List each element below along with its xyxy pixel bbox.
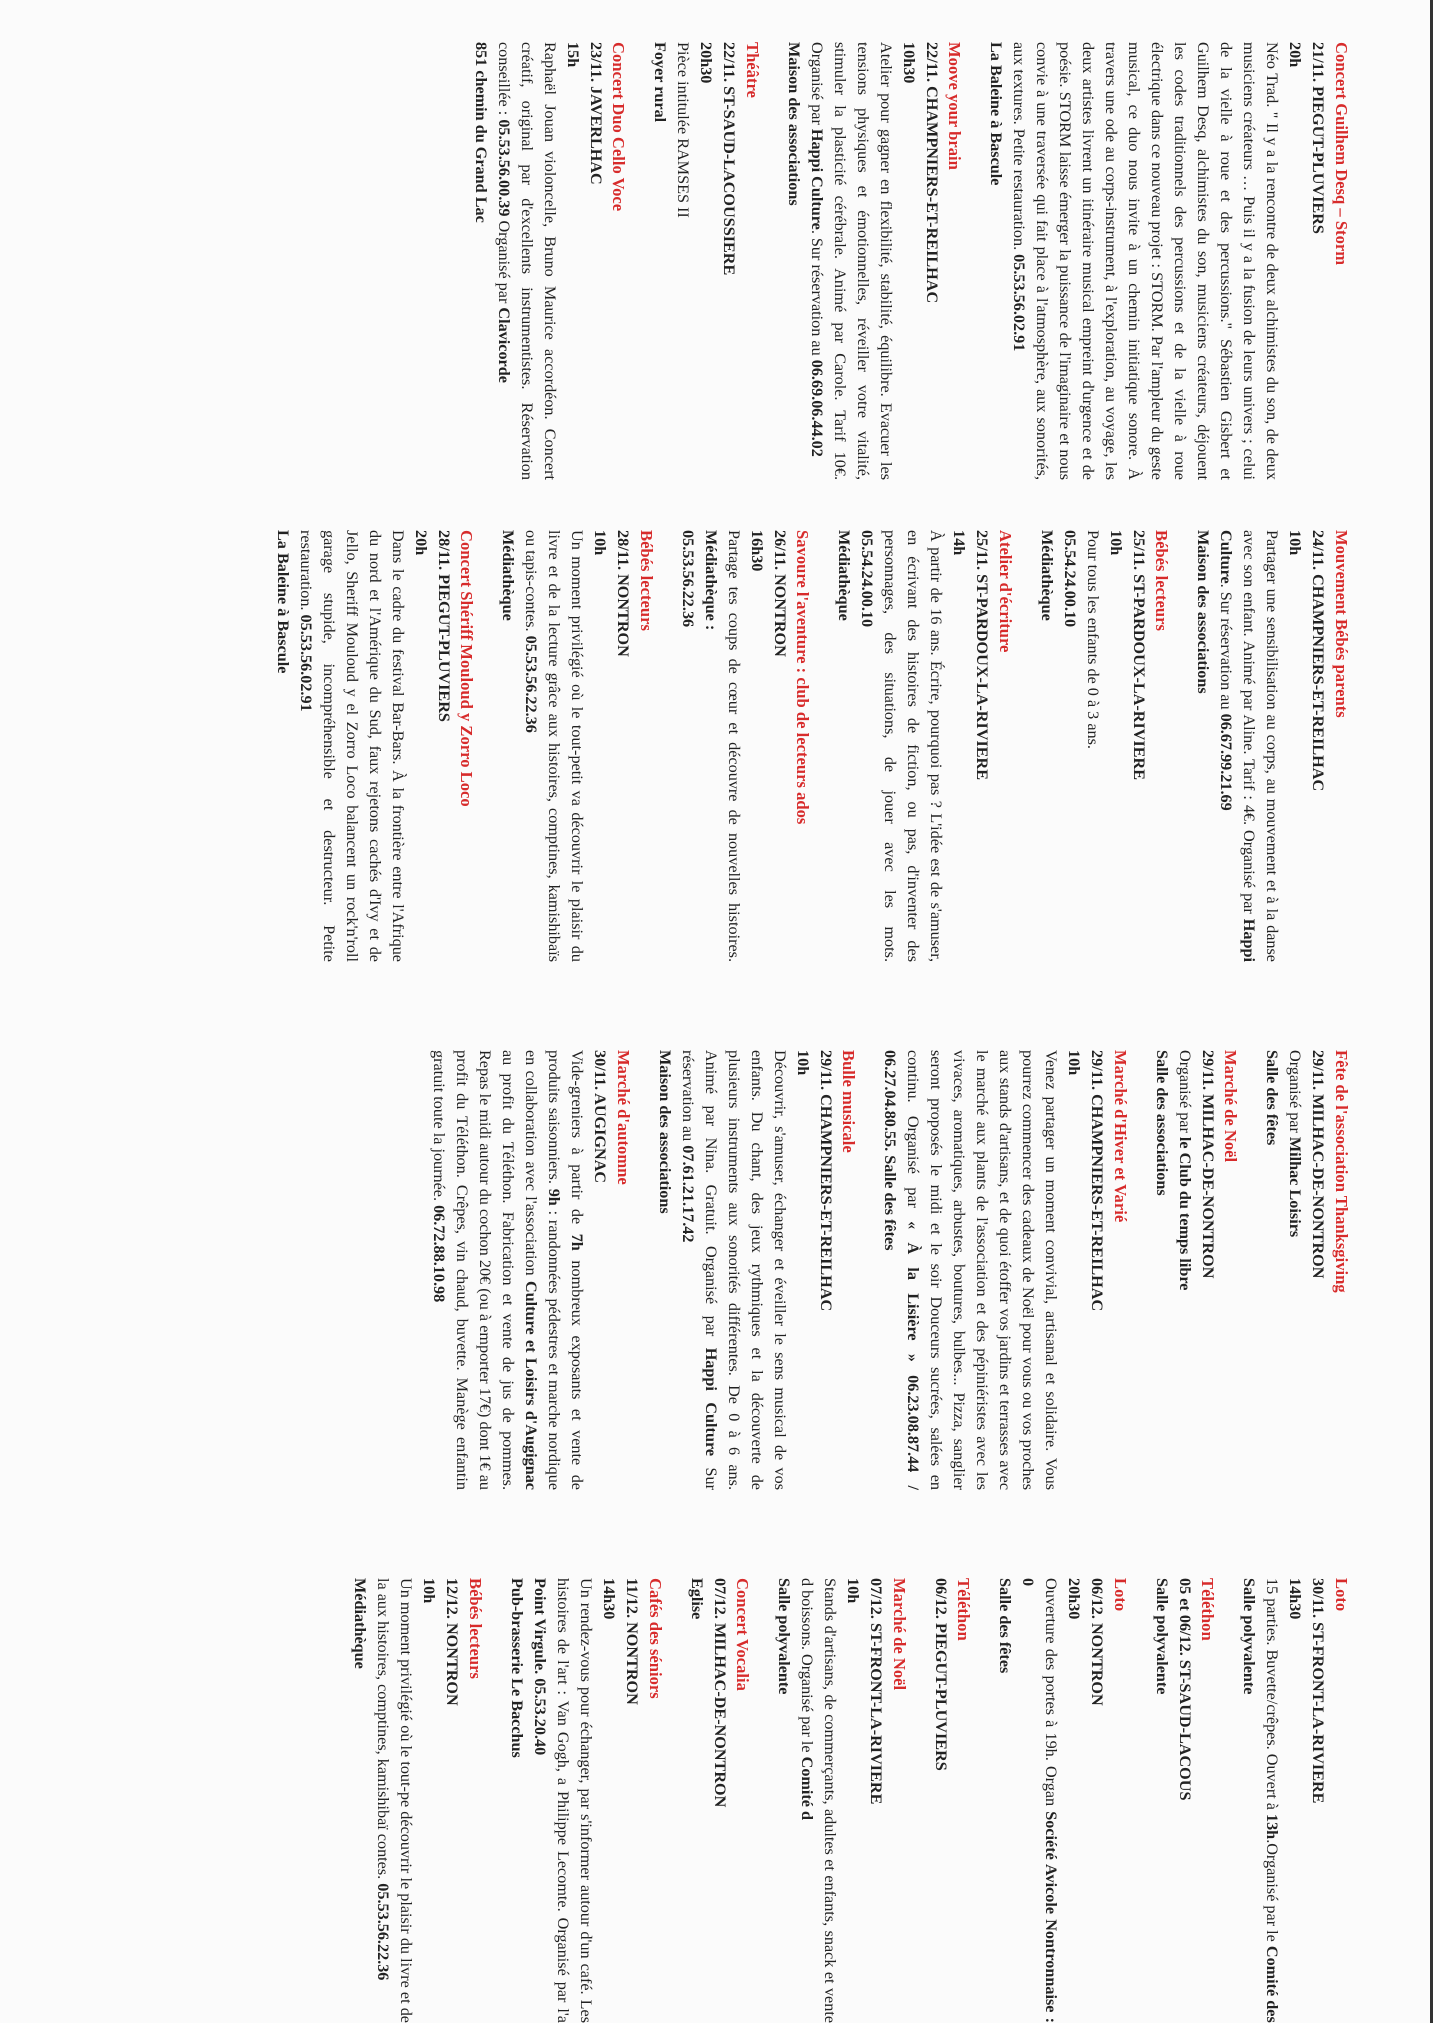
event-text: À partir de 16 ans. Écrire, pourquoi pas ? L'idée est de s'amuser, en écrivant des histoires de fiction, ou pas, d'inventer des personnages, des situations, de jouer avec les mots. bbox=[881, 530, 946, 962]
event-text: Sur réservation au bbox=[678, 1050, 720, 1490]
event-description bbox=[699, 530, 745, 962]
event-title: Concert Vocalia bbox=[733, 1578, 753, 1691]
event-title: Loto bbox=[1110, 1578, 1130, 1612]
event-listing bbox=[984, 42, 1353, 480]
event-highlight: Point Virgule. 05.53.20.40 bbox=[531, 1578, 550, 1756]
event-date-place: 22/11. ST-SAUD-LACOUSSIERE bbox=[720, 42, 739, 276]
event-text: Vide-greniers à partir de bbox=[568, 1050, 587, 1234]
event-text: Partage tes coups de cœur et découvre de nouvelles histoires. bbox=[724, 530, 743, 962]
event-highlight: 06.67.99.21.69 bbox=[1217, 713, 1236, 811]
event-description bbox=[795, 1578, 841, 2023]
event-listing bbox=[427, 1050, 635, 1490]
event-highlight: 7h bbox=[568, 1233, 587, 1251]
event-highlight: 05.53.56.02.91 bbox=[296, 614, 315, 712]
event-date-place: 11/12. NONTRON bbox=[623, 1578, 642, 1705]
event-text: Venez partager un moment convivial, artisanal et solidaire. Vous pourrez commencer des cadeaux de Noël pour vous ou vos proches aux stands d'artisans, et de quoi étoffer vos jardins et terrasses avec le marché aux plants de l'association et des pépiniéristes avec les vivaces, aromatiques, arbustes, boutures, bulbes... Pizza, sanglier seront proposés le midi et le soir Douceurs sucrées, salées en continu. Organisé par bbox=[904, 1050, 1061, 1490]
event-time: 14h30 bbox=[600, 1578, 619, 1620]
event-description bbox=[1016, 1578, 1062, 2023]
event-listing bbox=[878, 1050, 1132, 1490]
event-listing bbox=[676, 530, 815, 962]
event-highlight: 07.61.21.17.42 bbox=[678, 1145, 697, 1243]
event-title: Loto bbox=[1332, 1578, 1351, 1612]
event-title: Fête de l'association Thanksgiving bbox=[1332, 1050, 1351, 1293]
event-highlight: Milhac Loisirs bbox=[1286, 1136, 1305, 1238]
event-title: Mouvement Bébés parents bbox=[1332, 530, 1351, 718]
event-title: Marché de Noël bbox=[889, 1578, 909, 1691]
event-time: 10h bbox=[1286, 530, 1305, 556]
event-date-place: 29/11. CHAMPNIERS-ET-REILHAC bbox=[816, 1050, 835, 1312]
event-text: Stands d'artisans, de commerçants, adultes et enfants, snack et vente d boissons. Organisé par le bbox=[798, 1578, 840, 2023]
event-text: : randonnées pédestres et marche nordique en collaboration avec l'association bbox=[522, 1050, 564, 1491]
event-date-place: 30/11. ST-FRONT-LA-RIVIERE bbox=[1309, 1578, 1328, 1804]
event-highlight: Comité des bbox=[1263, 1945, 1282, 2023]
event-highlight: Clavicorde bbox=[494, 307, 513, 383]
event-highlight: « À la Lisière » 06.23.08.87.44 / 06.27.04.80.55. Salle des fêtes bbox=[881, 1050, 923, 1490]
event-highlight: 05.53.56.22.36 bbox=[522, 635, 541, 733]
event-title: Théâtre bbox=[742, 42, 762, 98]
event-title: Atelier d'écriture bbox=[995, 530, 1015, 653]
event-date-place: 07/12. ST-FRONT-LA-RIVIERE bbox=[867, 1578, 886, 1805]
event-venue: Salle des fêtes bbox=[1263, 1050, 1282, 1146]
event-venue: Médiathèque bbox=[351, 1578, 370, 1669]
event-listing bbox=[772, 1578, 911, 2023]
event-description bbox=[1007, 42, 1283, 480]
event-listing bbox=[648, 42, 764, 480]
event-date-place: 25/11. ST-PARDOUX-LA-RIVIERE bbox=[973, 530, 992, 781]
event-highlight: 06.72.88.10.98 bbox=[430, 1205, 449, 1303]
event-text: . Sur réservation au bbox=[807, 229, 826, 360]
event-text: Découvrir, s'amuser, échanger et éveiller le sens musical de vos enfants. Du chant, des jeux rythmiques et la découverte de plusieurs instruments aux sonorités différentes. De 0 à 6 ans. Animé par Nina. Gratuit. Organisé par bbox=[701, 1050, 789, 1490]
event-date-place: 21/11. PIEGUT-PLUVIERS bbox=[1309, 42, 1328, 234]
event-listing bbox=[685, 1578, 755, 2023]
event-time: 14h30 bbox=[1286, 1578, 1305, 1620]
event-text: . Sur réservation au bbox=[1217, 583, 1236, 714]
event-text: 15 parties. Buvette/crêpes. Ouvert à bbox=[1263, 1578, 1282, 1814]
event-time: 20h bbox=[1286, 42, 1305, 68]
event-title: Cafés des séniors bbox=[645, 1578, 665, 1699]
event-listing bbox=[1150, 1050, 1243, 1490]
event-description bbox=[855, 530, 947, 962]
event-title: Téléthon bbox=[954, 1578, 974, 1641]
event-venue: La Baleine à Bascule bbox=[273, 530, 292, 674]
event-description bbox=[528, 1578, 597, 2023]
event-text: Organisé par bbox=[494, 216, 513, 308]
event-text: Pour tous les enfants de 0 à 3 ans. bbox=[1083, 530, 1102, 749]
event-title: Bébés lecteurs bbox=[1152, 530, 1172, 631]
event-venue: Salle des associations bbox=[1152, 1050, 1171, 1196]
event-venue: 05.53.56.22.36 bbox=[678, 530, 697, 628]
event-phone: 05.54.24.00.10 bbox=[1060, 530, 1079, 628]
event-text: Un moment privilégié où le tout-pe découvrir le plaisir du livre et de la aux histoires, comptines, kamishibaï contes. bbox=[374, 1578, 416, 2023]
event-venue: Médiathèque bbox=[835, 530, 854, 621]
event-date-place: 29/11. MILHAC-DE-NONTRON bbox=[1309, 1050, 1328, 1279]
event-venue: Maison des associations bbox=[655, 1050, 674, 1214]
event-description bbox=[1283, 1050, 1306, 1490]
event-listing bbox=[496, 530, 658, 962]
event-highlight: 05.53.56.22.36 bbox=[374, 1883, 393, 1981]
event-text: Raphaël Jouan violoncelle, Bruno Maurice accordéon. Concert créatif, original par d'excellents instrumentistes. Réservation conseillée : bbox=[494, 42, 559, 480]
event-description bbox=[805, 42, 897, 480]
event-text: Dans le cadre du festival Bar-Bars. À la frontière entre l'Afrique du nord et l'Amérique du Sud, faux rejetons cachés d'Ivy et de Jello, Sheriff Mouloud y el Zorro Loco balancent un rock'n'roll garage stupide, incompréhensible et destructeur. Petite restauration. bbox=[296, 530, 407, 962]
event-description bbox=[294, 530, 409, 962]
event-venue: Foyer rural bbox=[651, 42, 670, 123]
event-description bbox=[878, 1050, 1062, 1490]
event-title: Bébés lecteurs bbox=[636, 530, 656, 631]
event-venue: Maison des associations bbox=[1194, 530, 1213, 694]
event-title: Moove your brain bbox=[945, 42, 965, 170]
column-4 bbox=[331, 1578, 1354, 2023]
event-listing bbox=[929, 1578, 976, 2023]
event-venue: Salle polyvalente bbox=[775, 1578, 794, 1695]
event-title: Marché de Noël bbox=[1221, 1050, 1241, 1163]
event-listing bbox=[1150, 1578, 1220, 2023]
event-text: Un rendez-vous pour échanger, par s'informer autour d'un café. Les histoires de l'art : Van Gogh, a Philippe Lecomte. Organisé par l'a bbox=[554, 1578, 596, 2023]
event-venue: Salle polyvalente bbox=[1152, 1578, 1171, 1695]
event-highlight: 13h bbox=[1263, 1813, 1282, 1840]
event-description bbox=[1260, 1578, 1283, 2023]
event-highlight: Happi Culture bbox=[1217, 530, 1259, 962]
event-date-place: 12/12. NONTRON bbox=[443, 1578, 462, 1706]
event-date-place: 23/11. JAVERLHAC bbox=[586, 42, 605, 185]
event-date-place: 29/11. CHAMPNIERS-ET-REILHAC bbox=[1088, 1050, 1107, 1312]
event-time: 16h30 bbox=[747, 530, 766, 572]
event-text: .Organisé par le bbox=[1263, 1839, 1282, 1946]
event-time: 20h30 bbox=[697, 42, 716, 84]
event-time: 10h30 bbox=[899, 42, 918, 84]
event-time: 10h bbox=[844, 1578, 863, 1604]
event-description bbox=[427, 1050, 588, 1490]
event-title: Savoure l'aventure : club de lecteurs ados bbox=[793, 530, 813, 825]
event-listing bbox=[1237, 1578, 1353, 2023]
event-highlight: Médiathèque : bbox=[701, 530, 720, 631]
event-listing bbox=[1260, 1050, 1353, 1490]
event-text: Ouverture des portes à 19h. Organ bbox=[1042, 1578, 1061, 1812]
event-listing bbox=[505, 1578, 667, 2023]
event-listing bbox=[271, 530, 479, 962]
event-time: 10h bbox=[591, 530, 610, 556]
event-venue: Médiathèque bbox=[499, 530, 518, 621]
event-highlight: Société Avicole Nontronnaise : 0 bbox=[1019, 1578, 1061, 2023]
event-description bbox=[372, 1578, 418, 2023]
event-title: Concert Guilhem Desq – Storm bbox=[1332, 42, 1351, 266]
event-date-place: 22/11. CHAMPNIERS-ET-REILHAC bbox=[922, 42, 941, 304]
event-text: Organisé par bbox=[1175, 1050, 1194, 1137]
event-title: Bulle musicale bbox=[839, 1050, 859, 1153]
event-venue: La Baleine à Bascule bbox=[987, 42, 1006, 186]
event-description bbox=[1214, 530, 1283, 962]
event-highlight: le Club du temps libre bbox=[1175, 1136, 1194, 1291]
event-highlight: Culture et Loisirs d'Augignac bbox=[522, 1280, 541, 1490]
event-time: 20h bbox=[411, 530, 430, 556]
event-date-place: 24/11. CHAMPNIERS-ET-REILHAC bbox=[1309, 530, 1328, 792]
event-text: Organisé par bbox=[1286, 1050, 1305, 1137]
event-date-place: 26/11. NONTRON bbox=[770, 530, 789, 657]
event-description bbox=[492, 42, 561, 480]
event-highlight: 06.69.06.44.02 bbox=[807, 359, 826, 457]
event-venue: Salle des fêtes bbox=[996, 1578, 1015, 1674]
event-date-place: 28/11. PIEGUT-PLUVIERS bbox=[434, 530, 453, 722]
event-time: 10h bbox=[1106, 530, 1125, 556]
event-highlight: 9h bbox=[545, 1188, 564, 1206]
event-highlight: 05.53.56.02.91 bbox=[1010, 254, 1029, 352]
event-venue: Eglise bbox=[687, 1578, 706, 1620]
event-date-place: 06/12. NONTRON bbox=[1088, 1578, 1107, 1706]
event-title: Téléthon bbox=[1198, 1578, 1218, 1641]
event-text: Partager une sensibilisation au corps, au mouvement et à la danse avec son enfant. Animé par Aline. Tarif : 4€. Organisé par bbox=[1240, 530, 1282, 962]
event-venue: 851 chemin du Grand Lac bbox=[471, 42, 490, 223]
event-time: 20h30 bbox=[1065, 1578, 1084, 1620]
event-listing bbox=[993, 1578, 1132, 2023]
event-text: au profit du Téléthon. Fabrication et vente de jus de pommes. Repas le midi autour du cochon 20€ (ou à emporter 17€) dont 1€ au profit du Téléthon. Crêpes, vin chaud, buvette. Manège enfantin gratuit toute la journée. bbox=[430, 1050, 518, 1490]
event-listing bbox=[782, 42, 967, 480]
event-date-place: 07/12. MILHAC-DE-NONTRON bbox=[710, 1578, 729, 1808]
event-description bbox=[1081, 530, 1104, 962]
column-2 bbox=[253, 530, 1353, 962]
event-venue: Pub-brasserie Le Bacchus bbox=[508, 1578, 527, 1758]
event-time: 14h bbox=[950, 530, 969, 556]
event-date-place: 05 et 06/12. ST-SAUD-LACOUS bbox=[1175, 1578, 1194, 1801]
event-listing bbox=[832, 530, 1017, 962]
event-text: Un moment privilégié où le tout-petit va découvrir le plaisir du livre et de la lecture grâce aux histoires, comptines, kamishibaïs ou tapis-contes. bbox=[522, 530, 587, 962]
event-text: nombreux exposants et vente de produits saisonniers. bbox=[545, 1050, 587, 1490]
event-listing bbox=[1035, 530, 1174, 962]
event-text: Atelier pour gagner en flexibilité, stabilité, équilibre. Evacuer les tensions physiques et émotionnelles, réveiller votre vitalité, stimuler la plasticité cérébrale. Animé par Carole. Tarif 10€. Organisé par bbox=[807, 42, 895, 480]
event-title: Concert Duo Cello Voce bbox=[609, 42, 629, 212]
column-1 bbox=[451, 42, 1353, 480]
event-venue: Maison des associations bbox=[784, 42, 803, 206]
event-description bbox=[671, 42, 694, 480]
event-title: Bébés lecteurs bbox=[466, 1578, 486, 1679]
event-description bbox=[519, 530, 588, 962]
event-time: 15h bbox=[563, 42, 582, 68]
event-highlight: Happi Culture bbox=[701, 1347, 720, 1457]
event-listing bbox=[469, 42, 631, 480]
event-time: 10h bbox=[420, 1578, 439, 1604]
event-highlight: Happi Culture bbox=[807, 128, 826, 230]
event-listing bbox=[1191, 530, 1353, 962]
event-date-place: 25/11. ST-PARDOUX-LA-RIVIERE bbox=[1129, 530, 1148, 781]
event-listing bbox=[653, 1050, 861, 1490]
column-3 bbox=[409, 1050, 1353, 1490]
event-title: Marché d'Hiver et Varié bbox=[1110, 1050, 1130, 1223]
event-time: 10h bbox=[1065, 1050, 1084, 1076]
event-description bbox=[1173, 1050, 1196, 1490]
event-venue: Médiathèque bbox=[1037, 530, 1056, 621]
event-highlight: Comité d bbox=[798, 1756, 817, 1821]
event-date-place: 06/12. PIEGUT-PLUVIERS bbox=[931, 1578, 950, 1771]
event-date-place: 29/11. MILHAC-DE-NONTRON bbox=[1198, 1050, 1217, 1279]
event-date-place: 30/11. AUGIGNAC bbox=[591, 1050, 610, 1184]
event-listing bbox=[349, 1578, 488, 2023]
event-title: Marché d'automne bbox=[613, 1050, 633, 1185]
event-venue: Salle polyvalente bbox=[1240, 1578, 1259, 1695]
event-text: Pièce intitulée RAMSES II bbox=[674, 42, 693, 218]
event-title: Concert Shériff Mouloud y Zorro Loco bbox=[457, 530, 477, 807]
event-highlight: 05.54.24.00.10 bbox=[858, 530, 877, 628]
event-description bbox=[676, 1050, 791, 1490]
event-time: 10h bbox=[793, 1050, 812, 1076]
event-date-place: 28/11. NONTRON bbox=[614, 530, 633, 657]
event-highlight: 05.53.56.00.39 bbox=[494, 119, 513, 217]
event-text: Néo Trad. " Il y a la rencontre de deux alchimistes du son, de deux musiciens créateurs … Puis il y a la fusion de leurs univers ; celui de la vielle à roue et des percussions." Sébastien Gisbert et Guilhem Desq, alchimistes du son, musiciens créateurs, déjouent les codes traditionnels des percussions et de la vielle à roue électrique dans ce nouveau projet : STORM. Par l'ampleur du geste musical, ce duo nous invite à un chemin initiatique sonore. À travers une ode au corps-instrument, à l'exploration, au voyage, les deux artistes livrent un itinéraire musical empreint d'urgence et de poésie. STORM laisse émerger la puissance de l'imaginaire et nous convie à une traversée qui fait place à l'atmosphère, aux sonorités, aux textures. Petite restauration. bbox=[1010, 42, 1282, 480]
